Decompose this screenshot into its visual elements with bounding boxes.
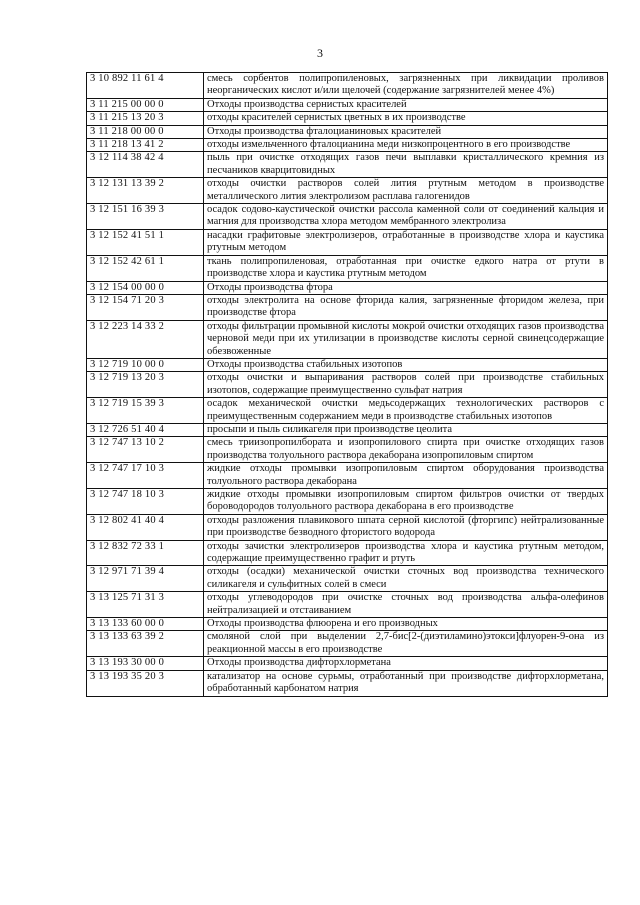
table-row [87, 463, 608, 489]
waste-name-cell: Отходы производства флюорена и его производных [204, 618, 608, 631]
table-row [87, 631, 608, 657]
page-number: 3 [317, 46, 323, 60]
waste-code-cell: 3 12 832 72 33 1 [87, 540, 204, 566]
waste-code-cell: 3 13 133 63 39 2 [87, 631, 204, 657]
waste-name-cell: смесь триизопропилбората и изопропилового спирта при очистке отходящих газов производства толуольного раствора декаборана изопропиловым спиртом [204, 437, 608, 463]
waste-name-cell: смоляной слой при выделении 2,7-бис[2-(диэтиламино)этокси]флуорен-9-она из реакционной массы в его производстве [204, 631, 608, 657]
waste-name-cell: катализатор на основе сурьмы, отработанный при производстве дифторхлорметана, обработанный карбонатом натрия [204, 670, 608, 696]
waste-code-cell: 3 11 215 00 00 0 [87, 98, 204, 111]
waste-code-cell: 3 13 193 30 00 0 [87, 657, 204, 670]
waste-code-cell: 3 11 215 13 20 3 [87, 112, 204, 125]
waste-name-cell: отходы очистки растворов солей лития ртутным методом в производстве металлического лития электролизом расплава галогенидов [204, 178, 608, 204]
waste-code-cell: 3 12 154 00 00 0 [87, 281, 204, 294]
waste-classification-table [86, 72, 608, 697]
table-row [87, 73, 608, 99]
waste-code-cell: 3 12 971 71 39 4 [87, 566, 204, 592]
waste-name-cell: Отходы производства дифторхлорметана [204, 657, 608, 670]
waste-name-cell: Отходы производства фтора [204, 281, 608, 294]
table-row [87, 423, 608, 436]
waste-code-cell: 3 13 125 71 31 3 [87, 592, 204, 618]
waste-name-cell: отходы разложения плавикового шпата серной кислотой (фторгипс) нейтрализованные при производстве безводного фтористого водорода [204, 514, 608, 540]
table-body [87, 73, 608, 697]
waste-name-cell: отходы измельченного фталоцианина меди низкопроцентного в его производстве [204, 139, 608, 152]
waste-name-cell: Отходы производства стабильных изотопов [204, 358, 608, 371]
waste-code-cell: 3 11 218 00 00 0 [87, 125, 204, 138]
waste-name-cell: пыль при очистке отходящих газов печи выплавки кристаллического кремния из песчаников кварцитовидных [204, 152, 608, 178]
waste-name-cell: жидкие отходы промывки изопропиловым спиртом оборудования производства толуольного раствора декаборана [204, 463, 608, 489]
table-row [87, 514, 608, 540]
table-row [87, 229, 608, 255]
table-row [87, 125, 608, 138]
waste-code-cell: 3 12 131 13 39 2 [87, 178, 204, 204]
waste-name-cell: отходы зачистки электролизеров производства хлора и каустика ртутным методом, содержащие преимущественно графит и ртуть [204, 540, 608, 566]
table-row [87, 255, 608, 281]
waste-code-cell: 3 12 747 13 10 2 [87, 437, 204, 463]
waste-code-cell: 3 10 892 11 61 4 [87, 73, 204, 99]
table-row [87, 592, 608, 618]
waste-name-cell: насадки графитовые электролизеров, отработанные в производстве хлора и каустика ртутным методом [204, 229, 608, 255]
table-row [87, 566, 608, 592]
table-row [87, 618, 608, 631]
waste-name-cell: отходы (осадки) механической очистки сточных вод производства технического силикагеля и сульфитных солей в смеси [204, 566, 608, 592]
waste-code-cell: 3 12 152 41 51 1 [87, 229, 204, 255]
table-row [87, 178, 608, 204]
waste-code-cell: 3 12 151 16 39 3 [87, 204, 204, 230]
table-row [87, 281, 608, 294]
table-row [87, 358, 608, 371]
waste-name-cell: отходы электролита на основе фторида калия, загрязненные фторидом железа, при производстве фтора [204, 294, 608, 320]
waste-name-cell: отходы фильтрации промывной кислоты мокрой очистки отходящих газов производства черновой меди при их утилизации в производстве кислоты серной свинецсодержащие обезвоженные [204, 320, 608, 358]
waste-name-cell: осадок содово-каустической очистки рассола каменной соли от соединений кальция и магния для производства хлора методом мембранного электролиза [204, 204, 608, 230]
waste-code-cell: 3 12 719 13 20 3 [87, 372, 204, 398]
table-row [87, 98, 608, 111]
table-row [87, 139, 608, 152]
waste-code-cell: 3 12 747 18 10 3 [87, 489, 204, 515]
waste-code-cell: 3 12 114 38 42 4 [87, 152, 204, 178]
waste-name-cell: жидкие отходы промывки изопропиловым спиртом фильтров очистки от твердых бороводородов толуольного раствора декаборана в его производстве [204, 489, 608, 515]
table-row [87, 372, 608, 398]
table-row [87, 540, 608, 566]
waste-code-cell: 3 12 719 15 39 3 [87, 398, 204, 424]
waste-name-cell: Отходы производства фталоцианиновых красителей [204, 125, 608, 138]
waste-name-cell: ткань полипропиленовая, отработанная при очистке едкого натра от ртути в производстве хлора и каустика ртутным методом [204, 255, 608, 281]
waste-code-cell: 3 12 726 51 40 4 [87, 423, 204, 436]
waste-code-cell: 3 12 802 41 40 4 [87, 514, 204, 540]
waste-name-cell: осадок механической очистки медьсодержащих технологических растворов с преимущественным содержанием меди в производстве стабильных изотопов [204, 398, 608, 424]
table-row [87, 489, 608, 515]
waste-name-cell: отходы очистки и выпаривания растворов солей при производстве стабильных изотопов, содержащие преимущественно сульфат натрия [204, 372, 608, 398]
waste-code-cell: 3 12 747 17 10 3 [87, 463, 204, 489]
table-row [87, 398, 608, 424]
table-row [87, 320, 608, 358]
waste-code-cell: 3 12 154 71 20 3 [87, 294, 204, 320]
waste-name-cell: отходы красителей сернистых цветных в их производстве [204, 112, 608, 125]
table-row [87, 152, 608, 178]
table-row [87, 437, 608, 463]
table-row [87, 670, 608, 696]
waste-name-cell: смесь сорбентов полипропиленовых, загрязненных при ликвидации проливов неорганических кислот и/или щелочей (содержание загрязнителей менее 4%) [204, 73, 608, 99]
waste-name-cell: просыпи и пыль силикагеля при производстве цеолита [204, 423, 608, 436]
table-row [87, 294, 608, 320]
waste-code-cell: 3 13 133 60 00 0 [87, 618, 204, 631]
table-row [87, 657, 608, 670]
waste-code-cell: 3 12 152 42 61 1 [87, 255, 204, 281]
waste-code-cell: 3 12 719 10 00 0 [87, 358, 204, 371]
waste-code-cell: 3 12 223 14 33 2 [87, 320, 204, 358]
waste-code-cell: 3 11 218 13 41 2 [87, 139, 204, 152]
waste-name-cell: отходы углеводородов при очистке сточных вод производства альфа-олефинов нейтрализацией и отстаиванием [204, 592, 608, 618]
table-row [87, 112, 608, 125]
table-row [87, 204, 608, 230]
waste-code-cell: 3 13 193 35 20 3 [87, 670, 204, 696]
waste-name-cell: Отходы производства сернистых красителей [204, 98, 608, 111]
